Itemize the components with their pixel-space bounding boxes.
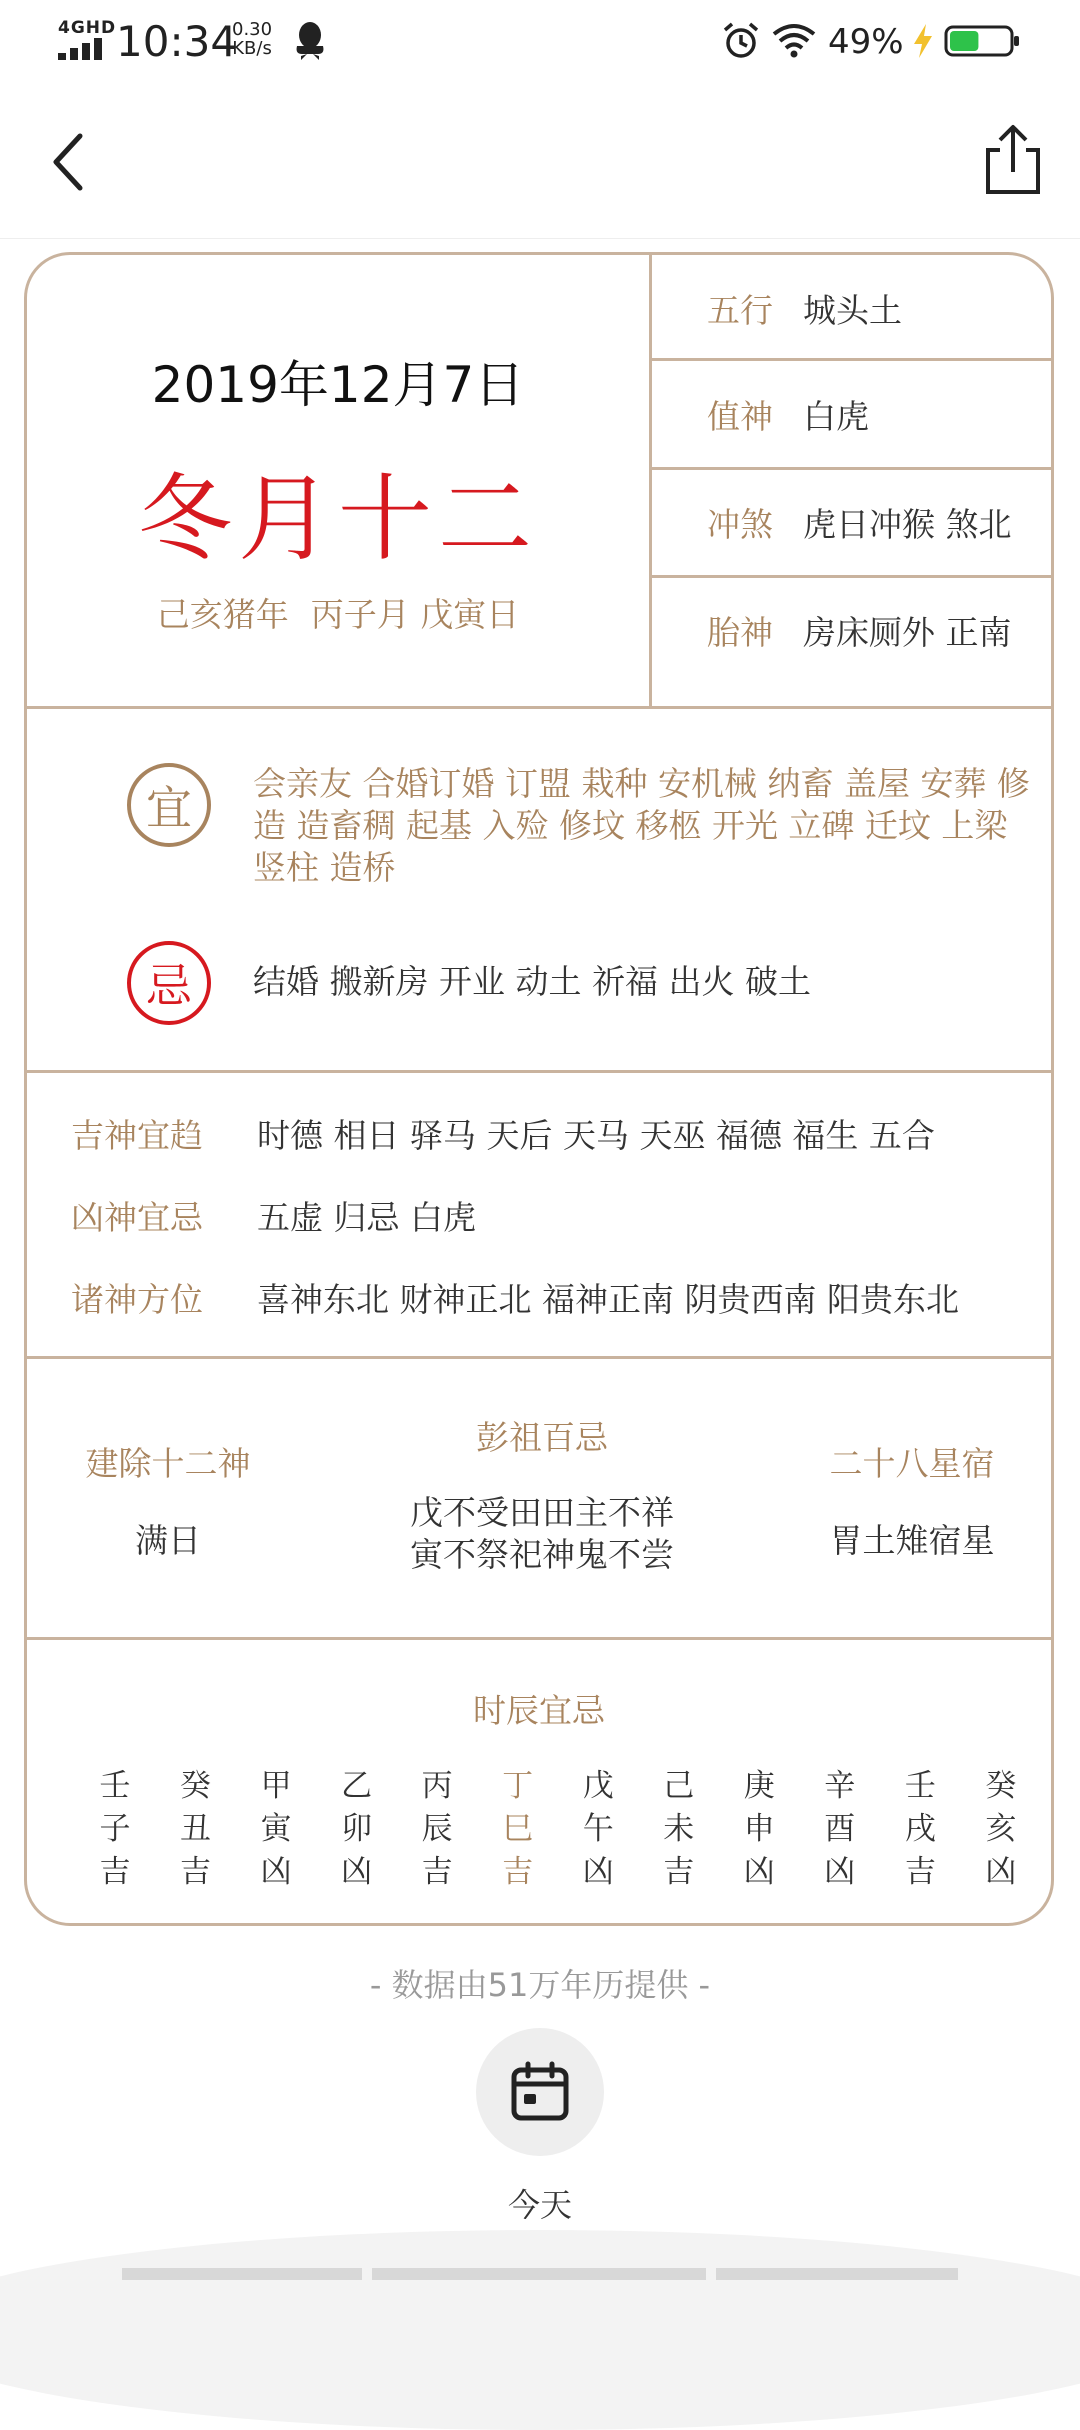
data-source-note: - 数据由51万年历提供 - bbox=[369, 1966, 711, 2004]
nav-bar bbox=[0, 80, 1080, 239]
info-label: 胎神 bbox=[707, 612, 773, 652]
hour-zhi: 申 bbox=[743, 1811, 775, 1847]
pengzu-title: 彭祖百忌 bbox=[476, 1418, 608, 1457]
hour-gan: 丁 bbox=[502, 1768, 534, 1804]
hour-zhi: 子 bbox=[99, 1811, 131, 1847]
hour-zhi: 丑 bbox=[180, 1811, 212, 1847]
network-type: 4GHD bbox=[58, 18, 117, 38]
info-row-wuxing bbox=[665, 255, 1045, 361]
bottom-tab-indicator bbox=[372, 2268, 706, 2280]
qq-icon bbox=[293, 20, 327, 60]
hour-column bbox=[496, 1765, 540, 1894]
hour-gan: 壬 bbox=[904, 1768, 936, 1804]
hour-column bbox=[93, 1765, 137, 1894]
hour-gan: 丙 bbox=[421, 1768, 453, 1804]
pengzu-line-2: 寅不祭祀神鬼不尝 bbox=[410, 1535, 674, 1574]
hour-zhi: 亥 bbox=[985, 1811, 1017, 1847]
xingxiu-title: 二十八星宿 bbox=[829, 1444, 995, 1483]
hour-luck: 凶 bbox=[824, 1854, 856, 1890]
hour-gan: 辛 bbox=[824, 1768, 856, 1804]
info-label: 五行 bbox=[707, 290, 773, 330]
ji-activities: 结婚 搬新房 开业 动土 祈福 出火 破土 bbox=[253, 962, 811, 1001]
hour-gan: 甲 bbox=[260, 1768, 292, 1804]
bottom-bar-background bbox=[0, 2230, 1080, 2430]
pengzu-line-1: 戊不受田田主不祥 bbox=[410, 1493, 674, 1532]
hour-zhi: 戌 bbox=[904, 1811, 936, 1847]
ji-icon: 忌 bbox=[127, 941, 211, 1025]
hour-luck: 凶 bbox=[341, 1854, 373, 1890]
hour-column bbox=[898, 1765, 942, 1894]
hours-title: 时辰宜忌 bbox=[473, 1691, 605, 1730]
info-row-taishen bbox=[665, 577, 1045, 683]
hour-luck: 凶 bbox=[743, 1854, 775, 1890]
hour-zhi: 酉 bbox=[824, 1811, 856, 1847]
hour-gan: 癸 bbox=[180, 1768, 212, 1804]
god-label-inauspicious: 凶神宜忌 bbox=[71, 1198, 203, 1237]
network-speed bbox=[232, 20, 272, 58]
today-label: 今天 bbox=[507, 2186, 572, 2224]
info-row-zhishen bbox=[665, 361, 1045, 467]
yi-activities: 会亲友 合婚订婚 订盟 栽种 安机械 纳畜 盖屋 安葬 修造 造畜稠 起基 入殓 修坟 移柩 开光 立碑 迁坟 上梁 竖柱 造桥 bbox=[253, 764, 1030, 887]
hour-zhi: 寅 bbox=[260, 1811, 292, 1847]
ganzhi-year: 己亥猪年 bbox=[156, 595, 289, 634]
battery-percent: 49% bbox=[828, 22, 904, 62]
bottom-tab-indicator bbox=[716, 2268, 958, 2280]
jianchu-title: 建除十二神 bbox=[85, 1444, 251, 1483]
hour-column bbox=[657, 1765, 701, 1894]
share-icon[interactable] bbox=[978, 120, 1048, 200]
almanac-card bbox=[24, 252, 1054, 1926]
ganzhi-month-day: 丙子月 戊寅日 bbox=[310, 595, 520, 634]
hour-column bbox=[737, 1765, 781, 1894]
hour-zhi: 卯 bbox=[341, 1811, 373, 1847]
hour-gan: 庚 bbox=[743, 1768, 775, 1804]
wifi-icon bbox=[772, 22, 816, 58]
calendar-icon bbox=[508, 2060, 572, 2124]
hour-column bbox=[979, 1765, 1023, 1894]
divider bbox=[27, 1637, 1051, 1640]
hour-zhi: 午 bbox=[582, 1811, 614, 1847]
hour-gan: 己 bbox=[663, 1768, 695, 1804]
hour-zhi: 巳 bbox=[502, 1811, 534, 1847]
god-value-inauspicious: 五虚 归忌 白虎 bbox=[257, 1198, 476, 1237]
hour-column bbox=[576, 1765, 620, 1894]
hour-column bbox=[818, 1765, 862, 1894]
god-label-directions: 诸神方位 bbox=[71, 1280, 203, 1319]
god-value-auspicious: 时德 相日 驿马 天后 天马 天巫 福德 福生 五合 bbox=[257, 1116, 935, 1155]
hour-luck: 吉 bbox=[99, 1854, 131, 1890]
network-speed-unit: KB/s bbox=[232, 38, 272, 59]
xingxiu-value: 胃土雉宿星 bbox=[829, 1521, 995, 1560]
hour-luck: 凶 bbox=[985, 1854, 1017, 1890]
lunar-date: 冬月十二 bbox=[137, 465, 538, 574]
hour-zhi: 辰 bbox=[421, 1811, 453, 1847]
charging-icon bbox=[912, 24, 934, 58]
divider bbox=[649, 255, 652, 709]
hour-column bbox=[335, 1765, 379, 1894]
alarm-icon bbox=[722, 22, 760, 60]
info-value: 房床厕外 正南 bbox=[803, 612, 1012, 652]
info-value: 白虎 bbox=[803, 396, 869, 436]
hour-luck: 凶 bbox=[582, 1854, 614, 1890]
hour-gan: 壬 bbox=[99, 1768, 131, 1804]
hour-luck: 吉 bbox=[904, 1854, 936, 1890]
info-label: 值神 bbox=[707, 396, 773, 436]
info-label: 冲煞 bbox=[707, 504, 773, 544]
hour-column bbox=[415, 1765, 459, 1894]
hour-column bbox=[254, 1765, 298, 1894]
divider bbox=[27, 706, 1051, 709]
battery-icon bbox=[944, 24, 1020, 58]
ganzhi-date bbox=[27, 589, 649, 636]
jianchu-value: 满日 bbox=[135, 1521, 201, 1560]
info-row-chongsha bbox=[665, 469, 1045, 575]
status-bar bbox=[0, 0, 1080, 80]
divider bbox=[27, 1070, 1051, 1073]
hour-luck: 凶 bbox=[260, 1854, 292, 1890]
god-label-auspicious: 吉神宜趋 bbox=[71, 1116, 203, 1155]
signal-icon bbox=[58, 38, 106, 60]
status-time: 10:34 bbox=[116, 17, 238, 66]
network-speed-value: 0.30 bbox=[232, 19, 273, 40]
info-value: 虎日冲猴 煞北 bbox=[803, 504, 1012, 544]
hour-luck: 吉 bbox=[663, 1854, 695, 1890]
god-value-directions: 喜神东北 财神正北 福神正南 阴贵西南 阳贵东北 bbox=[257, 1280, 959, 1319]
hour-column bbox=[174, 1765, 218, 1894]
divider bbox=[27, 1356, 1051, 1359]
yi-icon: 宜 bbox=[127, 763, 211, 847]
hour-gan: 癸 bbox=[985, 1768, 1017, 1804]
chevron-left-icon[interactable] bbox=[40, 122, 100, 202]
hour-zhi: 未 bbox=[663, 1811, 695, 1847]
hour-luck: 吉 bbox=[421, 1854, 453, 1890]
hours-list bbox=[93, 1765, 1023, 1894]
gregorian-date: 2019年12月7日 bbox=[151, 356, 525, 414]
info-value: 城头土 bbox=[803, 290, 902, 330]
bottom-tab-indicator bbox=[122, 2268, 362, 2280]
hour-gan: 乙 bbox=[341, 1768, 373, 1804]
hour-luck: 吉 bbox=[180, 1854, 212, 1890]
hour-luck: 吉 bbox=[502, 1854, 534, 1890]
today-button[interactable] bbox=[476, 2028, 604, 2156]
hour-gan: 戊 bbox=[582, 1768, 614, 1804]
